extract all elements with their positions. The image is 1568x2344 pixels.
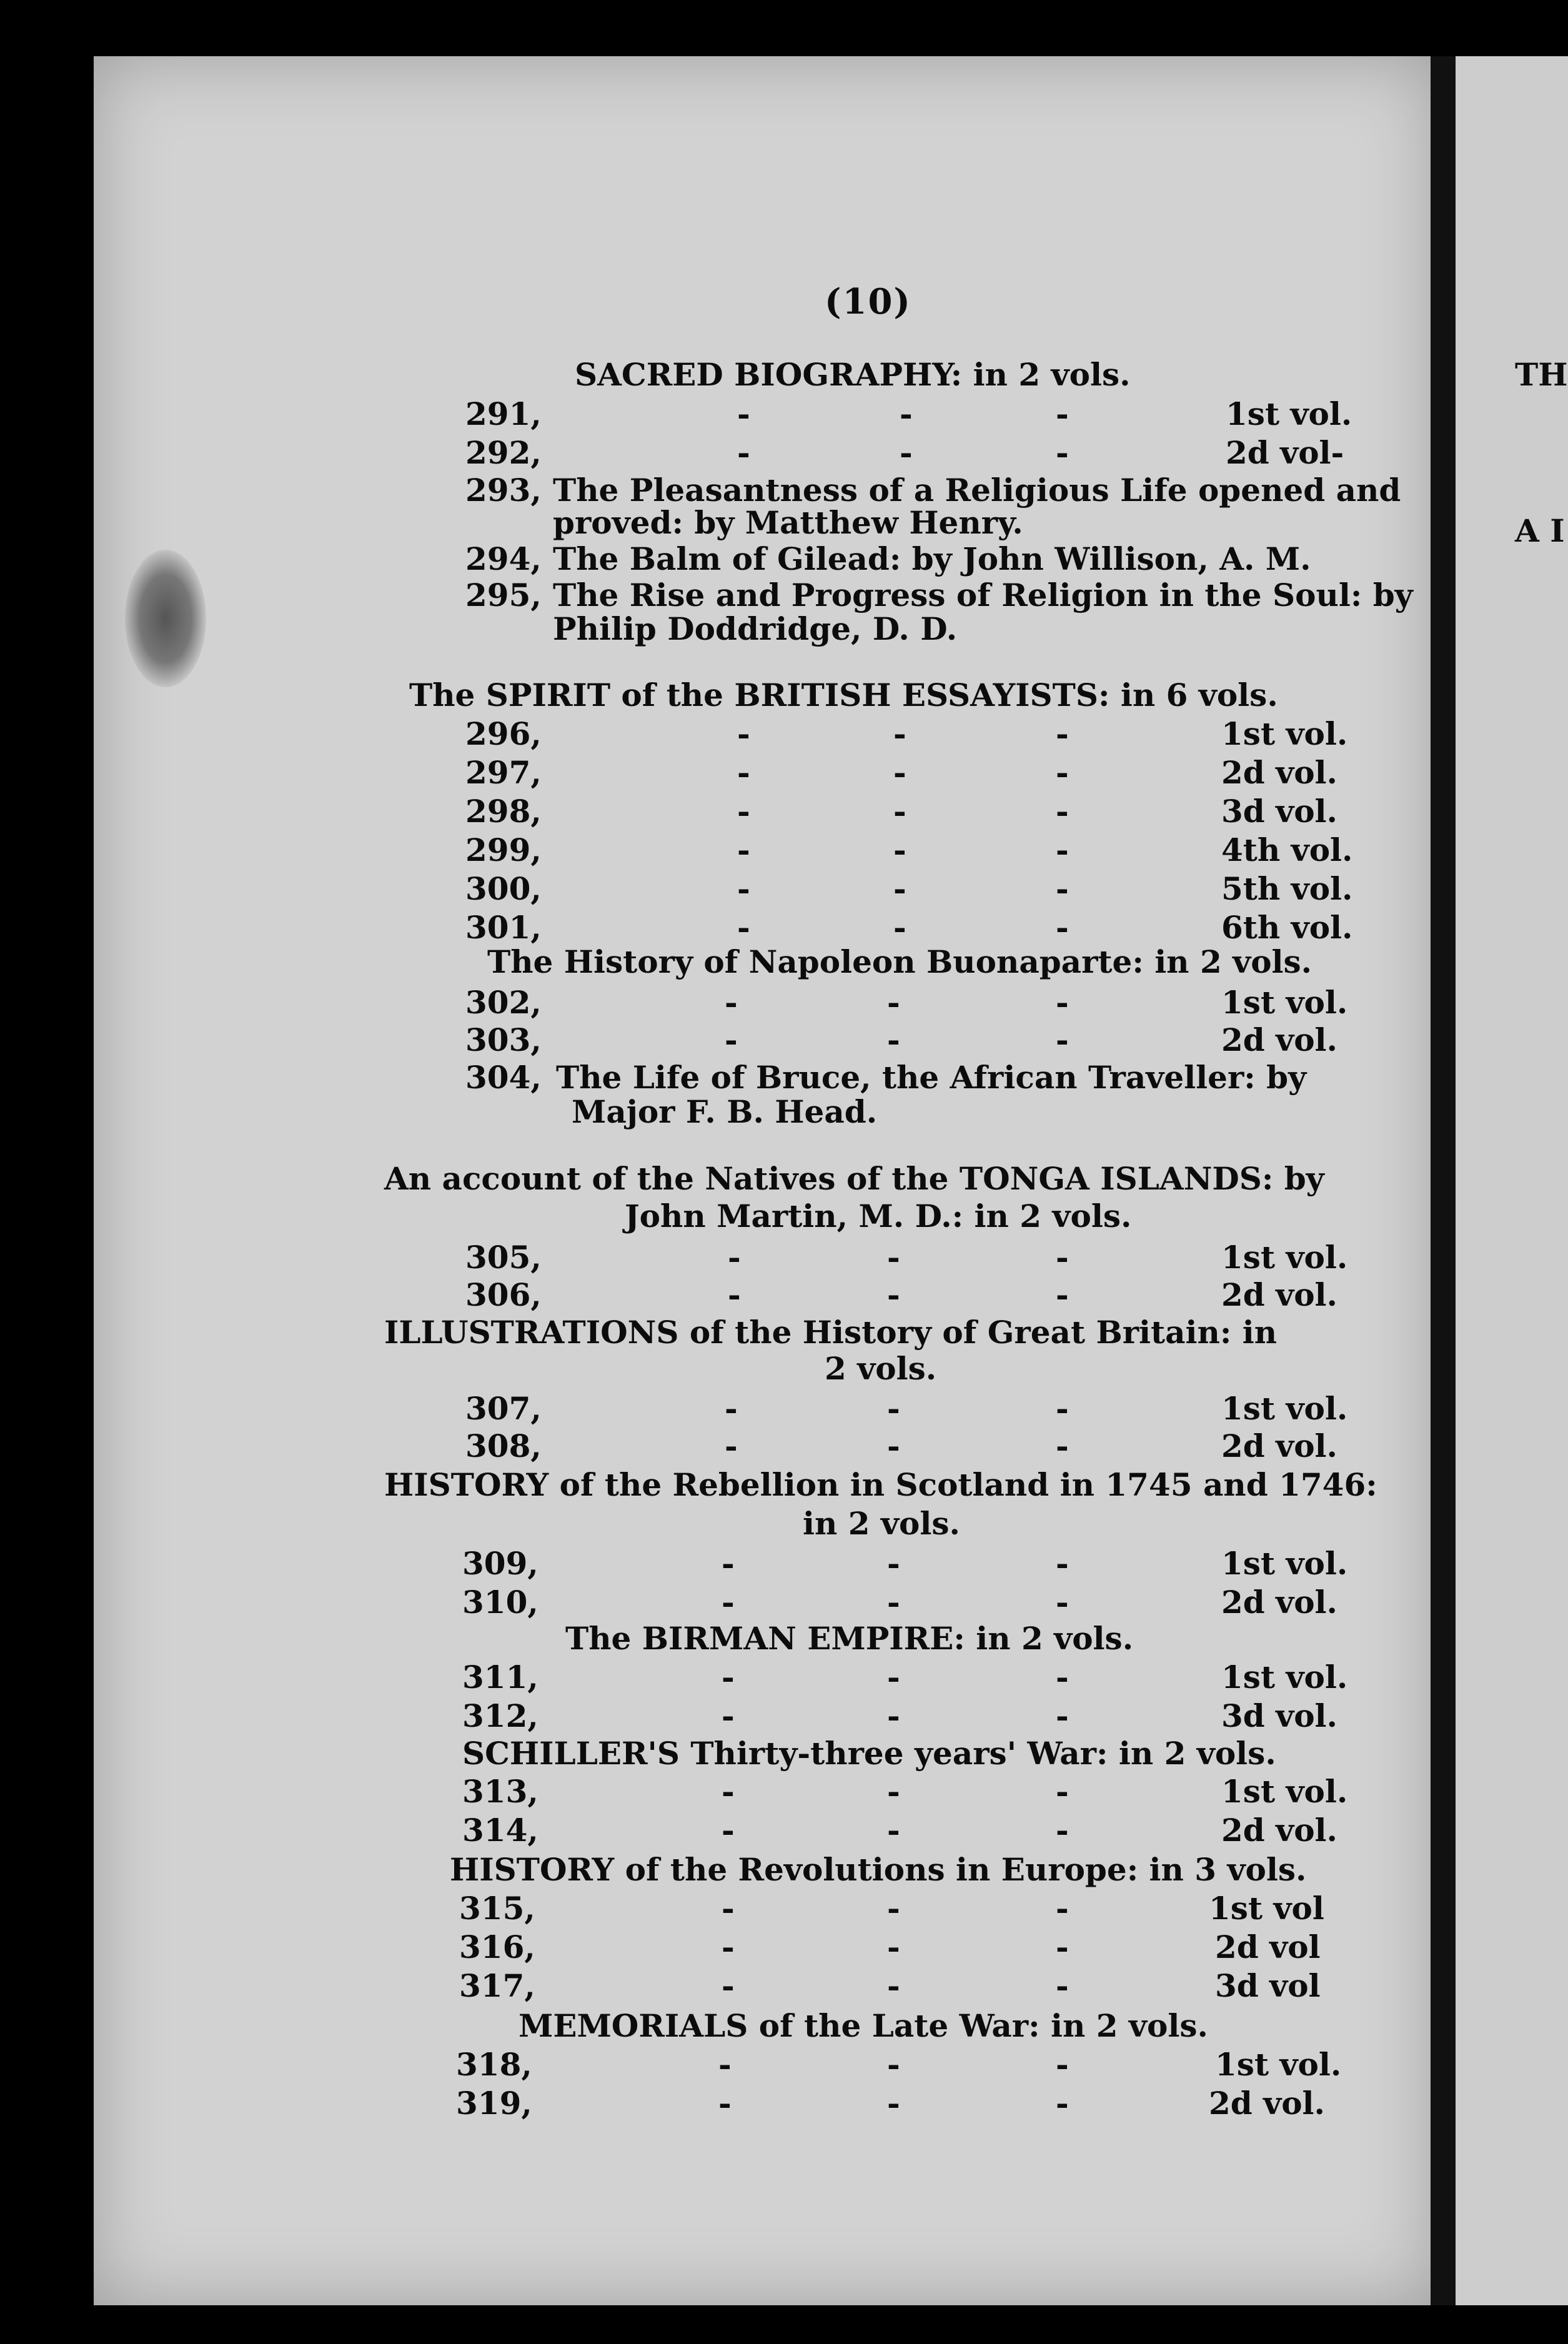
dash: - <box>887 1428 900 1464</box>
dash: - <box>722 1812 735 1849</box>
dash: - <box>887 1967 900 2004</box>
dash: - <box>722 1890 735 1927</box>
dash: - <box>1056 1428 1069 1464</box>
dash: - <box>718 2046 732 2083</box>
entry-number: 307, <box>465 1390 542 1427</box>
volume-label: 1st vol. <box>1221 715 1348 752</box>
volume-label: 2d vol. <box>1221 754 1337 791</box>
dash: - <box>887 1276 900 1313</box>
dash: - <box>1056 1584 1069 1621</box>
volume-label: 2d vol. <box>1221 1812 1337 1849</box>
page-number: (10) <box>825 281 911 322</box>
dash: - <box>1056 832 1069 868</box>
dash: - <box>1056 434 1069 471</box>
dash: - <box>1056 395 1069 432</box>
dash: - <box>728 1276 741 1313</box>
entry-number: 302, <box>465 984 542 1021</box>
section-heading: HISTORY of the Revolutions in Europe: in 3 vols. <box>450 1851 1307 1888</box>
volume-label: 1st vol. <box>1221 1390 1348 1427</box>
dash: - <box>1056 2046 1069 2083</box>
dash: - <box>1056 1276 1069 1313</box>
dash: - <box>725 1390 738 1427</box>
section-heading: SCHILLER'S Thirty-three years' War: in 2 vols. <box>462 1735 1276 1772</box>
dash: - <box>900 395 913 432</box>
book-gutter <box>1431 56 1456 2305</box>
dash: - <box>1056 1773 1069 1810</box>
volume-label: 1st vol. <box>1226 395 1352 432</box>
dash: - <box>722 1773 735 1810</box>
dash: - <box>893 909 906 946</box>
dash: - <box>725 984 738 1021</box>
entry-number: 315, <box>459 1890 535 1927</box>
entry-title: proved: by Matthew Henry. <box>553 504 1023 541</box>
entry-title: Major F. B. Head. <box>572 1093 878 1130</box>
entry-title: The Pleasantness of a Religious Life opened and <box>553 472 1401 509</box>
entry-title: The Life of Bruce, the African Traveller: by <box>556 1059 1307 1096</box>
entry-number: 314, <box>462 1812 538 1849</box>
volume-label: 1st vol. <box>1221 1659 1348 1696</box>
volume-label: 1st vol. <box>1215 2046 1342 2083</box>
dash: - <box>887 1890 900 1927</box>
entry-number: 316, <box>459 1929 535 1965</box>
dash: - <box>887 1659 900 1696</box>
section-heading: The History of Napoleon Buonaparte: in 2 vols. <box>487 943 1312 980</box>
dash: - <box>887 1929 900 1965</box>
dash: - <box>887 2085 900 2122</box>
dash: - <box>887 2046 900 2083</box>
section-heading: SACRED BIOGRAPHY: in 2 vols. <box>575 356 1131 393</box>
dash: - <box>1056 1239 1069 1276</box>
dash: - <box>737 715 750 752</box>
volume-label: 1st vol. <box>1221 984 1348 1021</box>
dash: - <box>893 715 906 752</box>
dash: - <box>737 434 750 471</box>
dash: - <box>1056 1545 1069 1582</box>
entry-number: 295, <box>465 577 542 613</box>
dash: - <box>1056 1659 1069 1696</box>
entry-number: 317, <box>459 1967 535 2004</box>
dash: - <box>900 434 913 471</box>
volume-label: 3d vol. <box>1221 793 1337 830</box>
dash: - <box>1056 909 1069 946</box>
dash: - <box>1056 754 1069 791</box>
volume-label: 2d vol <box>1215 1929 1321 1965</box>
dash: - <box>725 1428 738 1464</box>
entry-number: 318, <box>456 2046 532 2083</box>
entry-number: 313, <box>462 1773 538 1810</box>
dash: - <box>887 1545 900 1582</box>
dash: - <box>737 909 750 946</box>
dash: - <box>887 1239 900 1276</box>
entry-number: 291, <box>465 395 542 432</box>
dash: - <box>1056 1890 1069 1927</box>
dash: - <box>722 1967 735 2004</box>
volume-label: 2d vol. <box>1209 2085 1325 2122</box>
dash: - <box>893 832 906 868</box>
dash: - <box>1056 1812 1069 1849</box>
dash: - <box>893 754 906 791</box>
volume-label: 1st vol. <box>1221 1773 1348 1810</box>
dash: - <box>722 1659 735 1696</box>
section-heading: ILLUSTRATIONS of the History of Great Britain: in <box>384 1314 1278 1351</box>
dash: - <box>737 832 750 868</box>
dash: - <box>737 793 750 830</box>
entry-title: Philip Doddridge, D. D. <box>553 610 958 647</box>
volume-label: 4th vol. <box>1221 832 1353 868</box>
dash: - <box>1056 1021 1069 1058</box>
dash: - <box>722 1929 735 1965</box>
entry-number: 308, <box>465 1428 542 1464</box>
entry-number: 303, <box>465 1021 542 1058</box>
volume-label: 3d vol <box>1215 1967 1321 2004</box>
entry-number: 319, <box>456 2085 532 2122</box>
entry-number: 297, <box>465 754 542 791</box>
dash: - <box>887 1584 900 1621</box>
volume-label: 2d vol. <box>1221 1584 1337 1621</box>
entry-number: 293, <box>465 472 542 509</box>
dash: - <box>887 984 900 1021</box>
volume-label: 6th vol. <box>1221 909 1353 946</box>
dash: - <box>1056 870 1069 907</box>
entry-number: 300, <box>465 870 542 907</box>
right-page-fragment: A I <box>1515 512 1565 549</box>
entry-number: 309, <box>462 1545 538 1582</box>
dash: - <box>1056 1929 1069 1965</box>
dash: - <box>1056 2085 1069 2122</box>
right-page-fragment: TH <box>1515 356 1568 393</box>
volume-label: 1st vol. <box>1221 1239 1348 1276</box>
entry-number: 296, <box>465 715 542 752</box>
entry-number: 298, <box>465 793 542 830</box>
section-heading: John Martin, M. D.: in 2 vols. <box>625 1198 1132 1234</box>
dash: - <box>1056 1967 1069 2004</box>
book-page-right <box>1456 56 1568 2305</box>
dash: - <box>887 1697 900 1734</box>
section-heading: The BIRMAN EMPIRE: in 2 vols. <box>565 1620 1134 1657</box>
section-heading: The SPIRIT of the BRITISH ESSAYISTS: in 6 vols. <box>409 677 1278 713</box>
section-heading: 2 vols. <box>825 1350 937 1387</box>
entry-number: 294, <box>465 540 542 577</box>
volume-label: 2d vol- <box>1226 434 1344 471</box>
dash: - <box>722 1697 735 1734</box>
dash: - <box>725 1021 738 1058</box>
dash: - <box>722 1545 735 1582</box>
entry-number: 299, <box>465 832 542 868</box>
ink-stain <box>125 550 206 687</box>
entry-title: The Rise and Progress of Religion in the Soul: by <box>553 577 1413 613</box>
dash: - <box>722 1584 735 1621</box>
section-heading: An account of the Natives of the TONGA ISLANDS: by <box>384 1160 1324 1197</box>
section-heading: HISTORY of the Rebellion in Scotland in 1745 and 1746: <box>384 1466 1377 1503</box>
dash: - <box>1056 984 1069 1021</box>
entry-number: 301, <box>465 909 542 946</box>
dash: - <box>737 395 750 432</box>
volume-label: 3d vol. <box>1221 1697 1337 1734</box>
dash: - <box>893 870 906 907</box>
dash: - <box>718 2085 732 2122</box>
entry-number: 306, <box>465 1276 542 1313</box>
dash: - <box>893 793 906 830</box>
dash: - <box>887 1021 900 1058</box>
volume-label: 1st vol <box>1209 1890 1324 1927</box>
dash: - <box>887 1812 900 1849</box>
entry-number: 312, <box>462 1697 538 1734</box>
volume-label: 2d vol. <box>1221 1021 1337 1058</box>
dash: - <box>737 870 750 907</box>
dash: - <box>1056 1390 1069 1427</box>
dash: - <box>887 1390 900 1427</box>
dash: - <box>887 1773 900 1810</box>
entry-number: 304, <box>465 1059 542 1096</box>
dash: - <box>728 1239 741 1276</box>
section-heading: MEMORIALS of the Late War: in 2 vols. <box>519 2007 1208 2044</box>
volume-label: 2d vol. <box>1221 1428 1337 1464</box>
entry-number: 292, <box>465 434 542 471</box>
dash: - <box>1056 715 1069 752</box>
volume-label: 2d vol. <box>1221 1276 1337 1313</box>
volume-label: 5th vol. <box>1221 870 1353 907</box>
section-heading: in 2 vols. <box>803 1505 960 1542</box>
dash: - <box>1056 1697 1069 1734</box>
dash: - <box>1056 793 1069 830</box>
entry-title: The Balm of Gilead: by John Willison, A. M. <box>553 540 1311 577</box>
volume-label: 1st vol. <box>1221 1545 1348 1582</box>
entry-number: 305, <box>465 1239 542 1276</box>
entry-number: 310, <box>462 1584 538 1621</box>
dash: - <box>737 754 750 791</box>
entry-number: 311, <box>462 1659 538 1696</box>
